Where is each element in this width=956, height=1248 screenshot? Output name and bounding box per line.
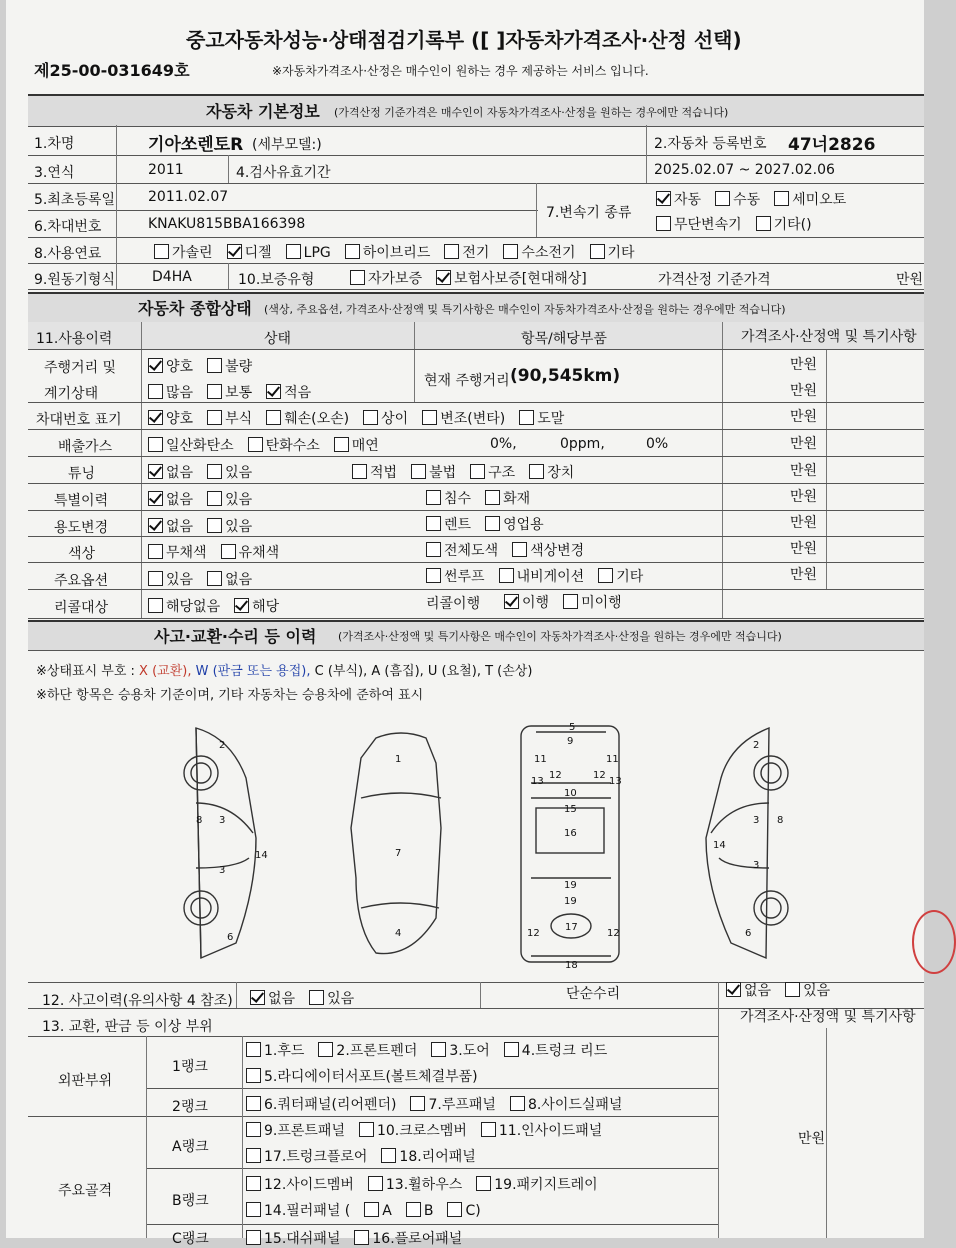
tuning-options [148, 462, 266, 482]
checkbox-icon [499, 568, 514, 583]
document-title: 중고자동차성능·상태점검기록부 ([ ]자동차가격조사·산정 선택) [186, 28, 742, 52]
checkbox-icon [431, 1042, 446, 1057]
checkbox-icon [334, 437, 349, 452]
mileage-high[interactable]: 많음 [148, 382, 193, 402]
rank2-row [246, 1094, 636, 1114]
special-fire[interactable]: 화재 [485, 488, 530, 508]
part-radiator-support[interactable]: 5.라디에이터서포트(볼트체결부품) [246, 1066, 478, 1086]
checkbox-icon [785, 982, 800, 997]
checkbox-icon [598, 568, 613, 583]
part-pillar-panel[interactable]: 14.필러패널 ( [246, 1200, 350, 1220]
recall-done[interactable]: 이행 [504, 592, 549, 612]
transmission-semi[interactable]: 세미오토 [774, 189, 846, 209]
checkbox-icon [470, 464, 485, 479]
basic-info-title: 자동차 기본정보 [206, 102, 320, 121]
mileage-state-row2 [148, 382, 325, 402]
checkbox-icon [207, 358, 222, 373]
diagram-label-7: 7 [395, 848, 402, 859]
simple-repair-label: 단순수리 [566, 986, 621, 1002]
rank1-row2 [246, 1066, 492, 1086]
checkbox-icon [656, 216, 671, 231]
diagram-label-8: 8 [196, 815, 203, 826]
fuel-electric[interactable]: 전기 [444, 242, 489, 262]
recall-not-done[interactable]: 미이행 [563, 592, 622, 612]
diagram-label-12d: 12 [607, 928, 620, 939]
fuel-lpg[interactable]: LPG [286, 244, 331, 261]
vin-mark-damage[interactable]: 훼손(오손) [266, 408, 349, 428]
special-yes[interactable]: 있음 [207, 489, 252, 509]
car-damage-diagram [31, 718, 816, 980]
mileage-text: 현재 주행거리 [424, 373, 510, 389]
option-sunroof[interactable]: 썬루프 [426, 566, 485, 586]
diagram-label-6: 6 [227, 932, 234, 943]
mileage-state-row1 [148, 356, 266, 376]
checkbox-icon [221, 544, 236, 559]
frame-label: 주요골격 [58, 1183, 113, 1199]
diagram-label-pp: 19 [564, 880, 577, 891]
usage-options [148, 516, 266, 536]
rankC-row [246, 1228, 476, 1248]
transmission-auto[interactable]: 자동 [656, 189, 701, 209]
recall-done-options [504, 592, 636, 612]
checkbox-icon [485, 490, 500, 505]
checkbox-icon [246, 1096, 261, 1111]
checkbox-icon [726, 982, 741, 997]
gauge-label: 계기상태 [44, 386, 99, 402]
rankB-label: B랭크 [172, 1193, 209, 1209]
checkbox-icon [444, 244, 459, 259]
tuning-label: 튜닝 [68, 466, 96, 482]
diagram-label-10: 10 [564, 788, 577, 799]
transmission-label: 7.변속기 종류 [546, 205, 632, 221]
part-package-tray[interactable]: 19.패키지트레이 [476, 1174, 597, 1194]
usage-items [426, 514, 558, 534]
checkbox-icon [154, 244, 169, 259]
checkbox-icon [512, 542, 527, 557]
part-trunk-floor[interactable]: 17.트렁크플로어 [246, 1146, 367, 1166]
mileage-low[interactable]: 적음 [266, 382, 311, 402]
pillar-b[interactable]: B [406, 1202, 434, 1219]
service-note: ※자동차가격조사·산정은 매수인이 원하는 경우 제공하는 서비스 입니다. [272, 64, 649, 78]
checkbox-icon [148, 464, 163, 479]
checkbox-icon [426, 490, 441, 505]
col-usage-history: 11.사용이력 [36, 331, 113, 347]
transmission-cvt[interactable]: 무단변속기 [656, 214, 742, 234]
checkbox-icon [774, 191, 789, 206]
checkbox-icon [234, 598, 249, 613]
accident-yes[interactable]: 있음 [309, 988, 354, 1008]
checkbox-icon [563, 594, 578, 609]
engine-value: D4HA [152, 269, 192, 285]
checkbox-icon [352, 464, 367, 479]
diagram-label-12b: 12 [593, 770, 606, 781]
price-unit: 만원 [896, 272, 924, 288]
diagram-label-3: 3 [219, 815, 226, 826]
checkbox-icon [476, 1176, 491, 1191]
checkbox-icon [504, 1042, 519, 1057]
checkbox-icon [286, 244, 301, 259]
simple-repair-none[interactable]: 없음 [726, 980, 771, 1000]
diagram-label-4: 4 [395, 928, 402, 939]
fuel-options [154, 242, 649, 262]
checkbox-icon [266, 384, 281, 399]
legend-line2: ※하단 항목은 승용차 기준이며, 기타 자동차는 승용차에 준하여 표시 [36, 688, 424, 703]
transmission-row1 [656, 189, 860, 209]
unit-4: 만원 [790, 436, 818, 452]
unit-3: 만원 [790, 409, 818, 425]
checkbox-icon [359, 1122, 374, 1137]
checkbox-icon [207, 464, 222, 479]
color-items [426, 540, 598, 560]
part-trunk-lid[interactable]: 4.트렁크 리드 [504, 1040, 607, 1060]
diagram-label-8r: 8 [777, 815, 784, 826]
part-dash-panel[interactable]: 15.대쉬패널 [246, 1228, 340, 1248]
car-name-label: 1.차명 [34, 136, 75, 152]
unit-1: 만원 [790, 357, 818, 373]
checkbox-icon [207, 571, 222, 586]
reg-number: 47너2826 [788, 135, 876, 155]
rankB-row2 [246, 1200, 495, 1220]
fuel-hybrid[interactable]: 하이브리드 [345, 242, 431, 262]
checkbox-icon [246, 1202, 261, 1217]
part-front-panel[interactable]: 9.프론트패널 [246, 1120, 345, 1140]
checkbox-icon [148, 491, 163, 506]
accident-note: (가격조사·산정액 및 특기사항은 매수인이 자동차가격조사·산정을 원하는 경우에만 적습니다) [338, 630, 782, 643]
emission-options [148, 435, 393, 455]
checkbox-icon [207, 384, 222, 399]
diagram-label-2r: 2 [753, 740, 760, 751]
unit-8: 만원 [790, 541, 818, 557]
checkbox-icon [246, 1176, 261, 1191]
checkbox-icon [503, 244, 518, 259]
simple-repair-options [726, 980, 844, 1000]
vin-value: KNAKU815BBA166398 [148, 216, 306, 232]
inspection-sheet [6, 0, 924, 1247]
color-achromatic[interactable]: 무채색 [148, 542, 207, 562]
fuel-gasoline[interactable]: 가솔린 [154, 242, 213, 262]
option-label: 주요옵션 [54, 573, 109, 589]
unit-9: 만원 [790, 567, 818, 583]
fuel-hydrogen[interactable]: 수소전기 [503, 242, 575, 262]
usage-none[interactable]: 없음 [148, 516, 193, 536]
part-floor-panel[interactable]: 16.플로어패널 [354, 1228, 462, 1248]
checkbox-icon [246, 1068, 261, 1083]
part-wheel-house[interactable]: 13.휠하우스 [368, 1174, 462, 1194]
checkbox-icon [207, 491, 222, 506]
fuel-other[interactable]: 기타 [590, 242, 635, 262]
checkbox-icon [364, 1202, 379, 1217]
checkbox-icon [406, 1202, 421, 1217]
special-options [148, 489, 266, 509]
diagram-label-2: 2 [219, 740, 226, 751]
checkbox-icon [381, 1148, 396, 1163]
status-note: (색상, 주요옵션, 가격조사·산정액 및 특기사항은 매수인이 자동차가격조사·산정을 원하는 경우에만 적습니다) [264, 303, 786, 316]
accident-history-label: 12. 사고이력(유의사항 4 참조) [42, 993, 233, 1009]
checkbox-icon [309, 990, 324, 1005]
year-value: 2011 [148, 162, 184, 178]
fuel-label: 8.사용연료 [34, 246, 102, 262]
first-reg-date: 2011.02.07 [148, 189, 229, 205]
checkbox-icon [590, 244, 605, 259]
diagram-label-13: 13 [531, 776, 544, 787]
checkbox-icon [529, 464, 544, 479]
option-items [426, 566, 657, 586]
option-yes[interactable]: 있음 [148, 569, 193, 589]
mileage-value: (90,545km) [510, 366, 621, 386]
diagram-label-1: 1 [395, 754, 402, 765]
diagram-label-3r2: 3 [753, 860, 760, 871]
checkbox-icon [345, 244, 360, 259]
vin-mark-label: 차대번호 표기 [36, 412, 122, 428]
special-items [426, 488, 544, 508]
checkbox-icon [148, 410, 163, 425]
simple-repair-yes[interactable]: 있음 [785, 980, 830, 1000]
recall-options [148, 596, 293, 616]
checkbox-icon [510, 1096, 525, 1111]
checkbox-icon [246, 1122, 261, 1137]
diagram-label-6r: 6 [745, 928, 752, 939]
pillar-a[interactable]: A [364, 1202, 392, 1219]
checkbox-icon [426, 542, 441, 557]
checkbox-icon [368, 1176, 383, 1191]
car-name-sub: (세부모델:) [252, 137, 322, 153]
checkbox-icon [207, 410, 222, 425]
special-none[interactable]: 없음 [148, 489, 193, 509]
part-quarter-panel[interactable]: 6.쿼터패널(리어펜더) [246, 1094, 396, 1114]
rankA-row2 [246, 1146, 490, 1166]
legend-line1: ※상태표시 부호 : X (교환), W (판금 또는 용접), C (부식), A (흠집), U (요철), T (손상) [36, 664, 533, 679]
diagram-label-12: 12 [549, 770, 562, 781]
checkbox-icon [363, 410, 378, 425]
warranty-self[interactable]: 자가보증 [350, 268, 422, 288]
rankB-row1 [246, 1174, 612, 1194]
checkbox-icon [410, 1096, 425, 1111]
unit-7: 만원 [790, 515, 818, 531]
unit-5: 만원 [790, 463, 818, 479]
unit-2: 만원 [790, 383, 818, 399]
rankA-row1 [246, 1120, 616, 1140]
first-reg-label: 5.최초등록일 [34, 192, 115, 208]
part-cross-member[interactable]: 10.크로스멤버 [359, 1120, 467, 1140]
outer-panel-label: 외판부위 [58, 1073, 113, 1089]
diagram-label-16: 16 [564, 828, 577, 839]
vin-mark-mismatch[interactable]: 상이 [363, 408, 408, 428]
usage-label: 용도변경 [54, 520, 109, 536]
diagram-label-19: 19 [564, 896, 577, 907]
vin-mark-altered[interactable]: 변조(변타) [422, 408, 505, 428]
color-chromatic[interactable]: 유채색 [221, 542, 280, 562]
transmission-manual[interactable]: 수동 [715, 189, 760, 209]
checkbox-icon [756, 216, 771, 231]
option-none[interactable]: 없음 [207, 569, 252, 589]
emission-hc-value: 0ppm, [560, 436, 605, 452]
exchange-label: 13. 교환, 판금 등 이상 부위 [42, 1019, 213, 1035]
emission-hc[interactable]: 탄화수소 [248, 435, 320, 455]
diagram-label-3b: 3 [219, 865, 226, 876]
warranty-options [350, 268, 601, 288]
stamp-edge [912, 910, 956, 974]
option-other[interactable]: 기타 [598, 566, 643, 586]
checkbox-icon [447, 1202, 462, 1217]
recall-label: 리콜대상 [54, 600, 109, 616]
unit-6: 만원 [790, 489, 818, 505]
checkbox-icon [411, 464, 426, 479]
emission-smoke-value: 0% [646, 436, 669, 452]
usage-rent[interactable]: 렌트 [426, 514, 471, 534]
part-hood[interactable]: 1.후드 [246, 1040, 304, 1060]
mileage-good[interactable]: 양호 [148, 356, 193, 376]
option-options [148, 569, 266, 589]
mileage-normal[interactable]: 보통 [207, 382, 252, 402]
diagram-label-9: 9 [567, 736, 574, 747]
engine-label: 9.원동기형식 [34, 272, 115, 288]
diagram-label-18: 18 [565, 960, 578, 971]
accident-title: 사고·교환·수리 등 이력 [154, 627, 317, 646]
diagram-label-11b: 11 [606, 754, 619, 765]
warranty-label: 10.보증유형 [238, 272, 315, 288]
color-full-paint[interactable]: 전체도색 [426, 540, 498, 560]
emission-co-value: 0%, [490, 436, 517, 452]
diagram-label-14: 14 [255, 850, 268, 861]
emission-co[interactable]: 일산화탄소 [148, 435, 234, 455]
special-label: 특별이력 [54, 493, 109, 509]
part-door[interactable]: 3.도어 [431, 1040, 489, 1060]
tuning-illegal[interactable]: 불법 [411, 462, 456, 482]
recall-none[interactable]: 해당없음 [148, 596, 220, 616]
emission-label: 배출가스 [58, 439, 113, 455]
usage-business[interactable]: 영업용 [485, 514, 544, 534]
checkbox-icon [148, 544, 163, 559]
tuning-yes[interactable]: 있음 [207, 462, 252, 482]
tuning-items [352, 462, 588, 482]
pillar-c[interactable]: C) [447, 1202, 480, 1219]
recall-applicable[interactable]: 해당 [234, 596, 279, 616]
checkbox-icon [422, 410, 437, 425]
transmission-row2 [656, 214, 826, 234]
checkbox-icon [485, 516, 500, 531]
accident-none[interactable]: 없음 [250, 988, 295, 1008]
checkbox-icon [350, 270, 365, 285]
checkbox-icon [148, 598, 163, 613]
vin-label: 6.차대번호 [34, 219, 102, 235]
checkbox-icon [318, 1042, 333, 1057]
vin-mark-corrosion[interactable]: 부식 [207, 408, 252, 428]
diagram-label-5: 5 [569, 722, 576, 733]
diagram-label-15: 15 [564, 804, 577, 815]
checkbox-icon [656, 191, 671, 206]
checkbox-icon [426, 568, 441, 583]
checkbox-icon [519, 410, 534, 425]
vin-mark-good[interactable]: 양호 [148, 408, 193, 428]
accident-history-options [250, 988, 368, 1008]
rank1-row1 [246, 1040, 621, 1060]
tuning-legal[interactable]: 적법 [352, 462, 397, 482]
rank1-label: 1랭크 [172, 1059, 208, 1075]
checkbox-icon [246, 1042, 261, 1057]
fuel-diesel[interactable]: 디젤 [227, 242, 272, 262]
diagram-label-11: 11 [534, 754, 547, 765]
checkbox-icon [227, 244, 242, 259]
checkbox-icon [436, 270, 451, 285]
col-state: 상태 [264, 331, 292, 347]
diagram-label-14r: 14 [713, 840, 726, 851]
color-label: 색상 [68, 546, 96, 562]
col-items: 항목/해당부품 [521, 331, 607, 347]
vin-mark-options [148, 408, 578, 428]
tuning-none[interactable]: 없음 [148, 462, 193, 482]
exchange-price-col: 가격조사·산정액 및 특기사항 [740, 1009, 916, 1025]
checkbox-icon [426, 516, 441, 531]
col-price: 가격조사·산정액 및 특기사항 [741, 329, 917, 345]
exchange-unit: 만원 [798, 1131, 826, 1147]
part-side-member[interactable]: 12.사이드멤버 [246, 1174, 354, 1194]
checkbox-icon [481, 1122, 496, 1137]
inspection-period: 2025.02.07 ~ 2027.02.06 [654, 162, 835, 178]
part-side-sill[interactable]: 8.사이드실패널 [510, 1094, 623, 1114]
basic-info-note: (가격산정 기준가격은 매수인이 자동차가격조사·산정을 원하는 경우에만 적습니다) [334, 106, 729, 119]
checkbox-icon [148, 437, 163, 452]
checkbox-icon [250, 990, 265, 1005]
rank2-label: 2랭크 [172, 1099, 208, 1115]
checkbox-icon [207, 518, 222, 533]
vin-mark-painted[interactable]: 도말 [519, 408, 564, 428]
usage-yes[interactable]: 있음 [207, 516, 252, 536]
part-rear-panel[interactable]: 18.리어패널 [381, 1146, 475, 1166]
diagram-label-13b: 13 [609, 776, 622, 787]
part-roof-panel[interactable]: 7.루프패널 [410, 1094, 495, 1114]
mileage-label: 주행거리 및 [44, 360, 117, 376]
checkbox-icon [148, 384, 163, 399]
diagram-label-12c: 12 [527, 928, 540, 939]
price-label: 가격산정 기준가격 [658, 272, 771, 288]
mileage-bad[interactable]: 불량 [207, 356, 252, 376]
checkbox-icon [715, 191, 730, 206]
reg-number-label: 2.자동차 등록번호 [654, 136, 767, 152]
emission-smoke[interactable]: 매연 [334, 435, 379, 455]
part-inside-panel[interactable]: 11.인사이드패널 [481, 1120, 602, 1140]
color-options [148, 542, 293, 562]
checkbox-icon [148, 518, 163, 533]
car-name: 기아쏘렌토R [148, 135, 244, 155]
diagram-label-3r: 3 [753, 815, 760, 826]
checkbox-icon [248, 437, 263, 452]
transmission-other[interactable]: 기타() [756, 214, 812, 234]
checkbox-icon [246, 1148, 261, 1163]
rankC-label: C랭크 [172, 1231, 209, 1247]
document-number: 제25-00-031649호 [34, 61, 190, 80]
checkbox-icon [354, 1230, 369, 1245]
option-navigation[interactable]: 내비게이션 [499, 566, 585, 586]
tuning-device[interactable]: 장치 [529, 462, 574, 482]
warranty-insurer[interactable]: 보험사보증[현대해상] [436, 268, 587, 288]
special-flood[interactable]: 침수 [426, 488, 471, 508]
recall-done-label: 리콜이행 [426, 596, 481, 612]
color-change[interactable]: 색상변경 [512, 540, 584, 560]
inspection-period-label: 4.검사유효기간 [236, 165, 331, 181]
checkbox-icon [266, 410, 281, 425]
year-label: 3.연식 [34, 165, 75, 181]
part-front-fender[interactable]: 2.프론트펜더 [318, 1040, 417, 1060]
tuning-structure[interactable]: 구조 [470, 462, 515, 482]
diagram-label-17: 17 [565, 922, 578, 933]
checkbox-icon [148, 571, 163, 586]
rankA-label: A랭크 [172, 1139, 209, 1155]
status-title: 자동차 종합상태 [138, 299, 252, 318]
checkbox-icon [246, 1230, 261, 1245]
checkbox-icon [148, 358, 163, 373]
checkbox-icon [504, 594, 519, 609]
